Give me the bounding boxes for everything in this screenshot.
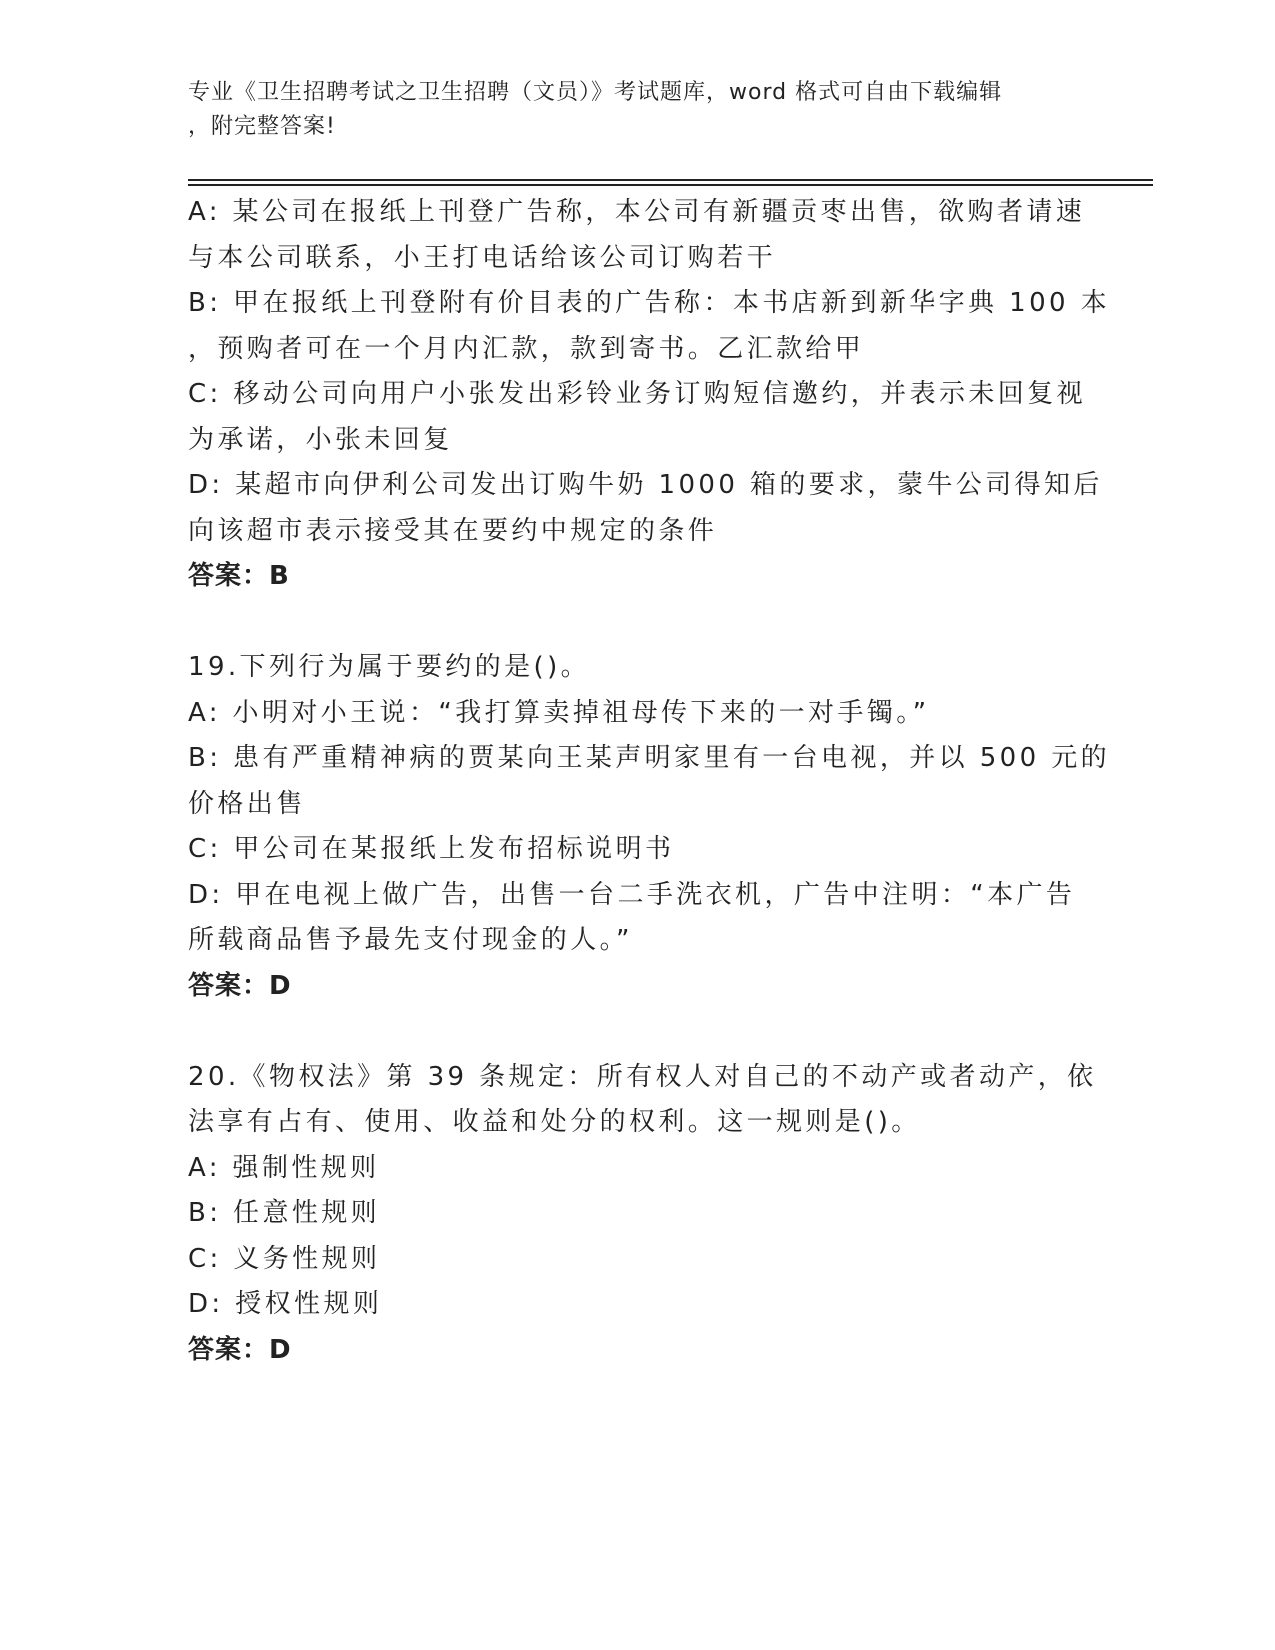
q20-option-d: D: 授权性规则 [188, 1289, 383, 1319]
q20-option-c: C: 义务性规则 [188, 1243, 381, 1274]
header-divider-top [188, 179, 1153, 181]
q20-option-b: B: 任意性规则 [188, 1198, 381, 1228]
header-line-1: 专业《卫生招聘考试之卫生招聘（文员）》考试题库，word 格式可自由下载编辑 [188, 80, 1003, 105]
header-divider-bottom [188, 184, 1153, 186]
q19-option-a-line-1: A: 小明对小王说：“我打算卖掉祖母传下来的一对手镯。” [188, 697, 930, 728]
q20-question-line-2: 法享有占有、使用、收益和处分的权利。这一规则是()。 [188, 1107, 921, 1137]
q20-option-a: A: 强制性规则 [188, 1152, 380, 1183]
q18-option-c-line-1: C: 移动公司向用户小张发出彩铃业务订购短信邀约，并表示未回复视 [188, 379, 1086, 409]
q19-option-c-line-1: C: 甲公司在某报纸上发布招标说明书 [188, 834, 675, 864]
q18-answer: 答案：B [188, 561, 290, 591]
q20-question-line-1: 20.《物权法》第 39 条规定：所有权人对自己的不动产或者动产，依 [188, 1061, 1097, 1092]
spacer [188, 1009, 1088, 1055]
q19-option-b-line-1: B: 患有严重精神病的贾某向王某声明家里有一台电视，并以 500 元的 [188, 743, 1111, 773]
question-18-block [188, 190, 1111, 600]
document-header [188, 76, 1068, 144]
question-list [188, 190, 1111, 1373]
q20-answer: 答案：D [188, 1334, 292, 1365]
q18-option-a-line-2: 与本公司联系，小王打电话给该公司订购若干 [188, 242, 777, 273]
q18-option-a-line-1: A: 某公司在报纸上刊登广告称，本公司有新疆贡枣出售，欲购者请速 [188, 197, 1086, 227]
spacer [188, 600, 1088, 646]
q19-option-d-line-2: 所载商品售予最先支付现金的人。” [188, 925, 633, 955]
question-19-block [188, 645, 1111, 1009]
q18-option-b-line-2: ，预购者可在一个月内汇款，款到寄书。乙汇款给甲 [188, 333, 865, 364]
q19-option-d-line-1: D: 甲在电视上做广告，出售一台二手洗衣机，广告中注明：“本广告 [188, 879, 1076, 910]
q18-option-d-line-2: 向该超市表示接受其在要约中规定的条件 [188, 515, 718, 546]
q19-question: 19.下列行为属于要约的是()。 [188, 652, 591, 682]
question-20-block [188, 1055, 1097, 1374]
q19-option-b-line-2: 价格出售 [188, 788, 306, 819]
q19-answer: 答案：D [188, 970, 292, 1001]
q18-option-d-line-1: D: 某超市向伊利公司发出订购牛奶 1000 箱的要求，蒙牛公司得知后 [188, 470, 1103, 500]
q18-option-c-line-2: 为承诺，小张未回复 [188, 424, 453, 455]
header-line-2: ，附完整答案! [188, 114, 336, 139]
q18-option-b-line-1: B: 甲在报纸上刊登附有价目表的广告称：本书店新到新华字典 100 本 [188, 288, 1111, 318]
